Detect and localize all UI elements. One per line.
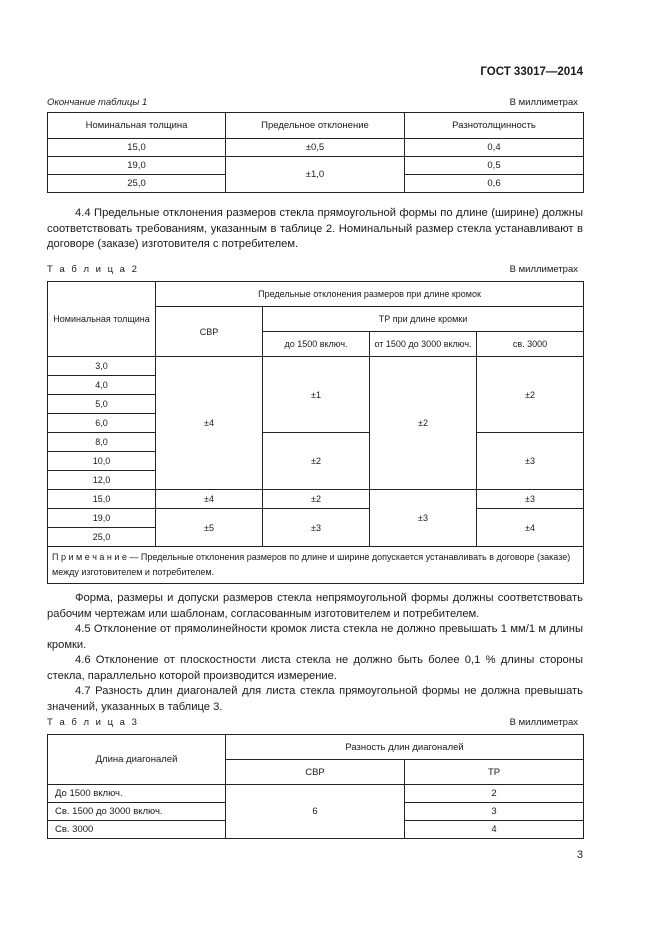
table2-header-tp-upto1500: до 1500 включ. xyxy=(263,332,370,357)
table-row xyxy=(48,433,584,452)
table2-units: В миллиметрах xyxy=(509,264,578,275)
table2-header-svr: СВР xyxy=(156,307,263,357)
table3-tp-cell: 2 xyxy=(405,785,584,803)
table2-thickness-cell: 12,0 xyxy=(48,471,156,490)
table2-tp3-cell: ±3 xyxy=(477,433,584,490)
table2-caption: Т а б л и ц а 2 xyxy=(47,264,139,275)
table2-thickness-cell: 3,0 xyxy=(48,357,156,376)
table2-header-tp-over3000: св. 3000 xyxy=(477,332,584,357)
table1-header-variation: Разнотолщинность xyxy=(405,113,584,139)
table3 xyxy=(47,734,584,839)
table1-variation-cell: 0,4 xyxy=(405,139,584,157)
table1-thickness-cell: 25,0 xyxy=(48,175,226,193)
table2 xyxy=(47,281,584,584)
table3-header-group: Разность длин диагоналей xyxy=(226,735,584,760)
table2-thickness-cell: 10,0 xyxy=(48,452,156,471)
table1-units: В миллиметрах xyxy=(509,97,578,108)
table-row xyxy=(48,157,584,175)
table1-variation-cell: 0,5 xyxy=(405,157,584,175)
table3-units: В миллиметрах xyxy=(509,717,578,728)
paragraph-4-5: 4.5 Отклонение от прямолинейности кромок листа стекла не должно превышать 1 мм/1 м длины кромки. xyxy=(47,623,583,651)
table2-tp1-cell: ±2 xyxy=(263,490,370,509)
table-row xyxy=(48,785,584,803)
table2-tp3-cell: ±2 xyxy=(477,357,584,433)
table2-note: П р и м е ч а н и е — Предельные отклонения размеров по длине и ширине допускается устанавливать в договоре (заказе) между изготовителем и потребителем. xyxy=(48,547,584,584)
table2-header-tp-1500-3000: от 1500 до 3000 включ. xyxy=(370,332,477,357)
table3-svr-cell: 6 xyxy=(226,785,405,839)
table-row xyxy=(48,139,584,157)
table3-header-tp: ТР xyxy=(405,760,584,785)
table1-header-thickness: Номинальная толщина xyxy=(48,113,226,139)
table1-deviation-cell: ±1,0 xyxy=(226,157,405,193)
table3-length-cell: Св. 3000 xyxy=(48,821,226,839)
table2-header-tp: ТР при длине кромки xyxy=(263,307,584,332)
table2-tp1-cell: ±3 xyxy=(263,509,370,547)
table2-thickness-cell: 4,0 xyxy=(48,376,156,395)
table3-length-cell: До 1500 включ. xyxy=(48,785,226,803)
table2-tp2-cell: ±2 xyxy=(370,357,477,490)
table3-caption: Т а б л и ц а 3 xyxy=(47,717,139,728)
table1-thickness-cell: 19,0 xyxy=(48,157,226,175)
table1-deviation-cell: ±0,5 xyxy=(226,139,405,157)
table3-length-cell: Св. 1500 до 3000 включ. xyxy=(48,803,226,821)
document-id: ГОСТ 33017—2014 xyxy=(480,66,583,78)
table2-tp3-cell: ±3 xyxy=(477,490,584,509)
table3-tp-cell: 3 xyxy=(405,803,584,821)
table-row xyxy=(48,357,584,376)
table2-tp2-cell: ±3 xyxy=(370,490,477,547)
table2-thickness-cell: 15,0 xyxy=(48,490,156,509)
table2-tp3-cell: ±4 xyxy=(477,509,584,547)
table2-thickness-cell: 19,0 xyxy=(48,509,156,528)
table-row xyxy=(48,490,584,509)
table1-header-deviation: Предельное отклонение xyxy=(226,113,405,139)
table3-header-svr: СВР xyxy=(226,760,405,785)
table1-caption: Окончание таблицы 1 xyxy=(47,97,148,108)
page-number: 3 xyxy=(576,849,583,861)
table2-header-group: Предельные отклонения размеров при длине кромок xyxy=(156,282,584,307)
paragraph-4-6: 4.6 Отклонение от плоскостности листа стекла не должно быть более 0,1 % длины стороны стекла, параллельно которой производится измерение. xyxy=(47,654,583,682)
table2-thickness-cell: 25,0 xyxy=(48,528,156,547)
table2-svr-cell: ±4 xyxy=(156,490,263,509)
table2-thickness-cell: 8,0 xyxy=(48,433,156,452)
table1 xyxy=(47,112,584,193)
table2-svr-cell: ±4 xyxy=(156,357,263,490)
table1-thickness-cell: 15,0 xyxy=(48,139,226,157)
paragraph-4-4: 4.4 Предельные отклонения размеров стекла прямоугольной формы по длине (ширине) должны соответствовать требованиям, указанным в таблице 2. Номинальный размер стекла устанавливают в договоре (заказе) изготовителя с потребителем. xyxy=(47,207,583,250)
table2-tp1-cell: ±2 xyxy=(263,433,370,490)
table-row xyxy=(48,509,584,528)
table2-thickness-cell: 6,0 xyxy=(48,414,156,433)
table2-header-thickness: Номинальная толщина xyxy=(48,282,156,357)
table2-svr-cell: ±5 xyxy=(156,509,263,547)
table2-tp1-cell: ±1 xyxy=(263,357,370,433)
table3-tp-cell: 4 xyxy=(405,821,584,839)
table1-variation-cell: 0,6 xyxy=(405,175,584,193)
paragraph-4-7: 4.7 Разность длин диагоналей для листа стекла прямоугольной формы не должна превышать значений, указанных в таблице 3. xyxy=(47,685,583,713)
paragraph-form: Форма, размеры и допуски размеров стекла непрямоугольной формы должны соответствовать рабочим чертежам или шаблонам, согласованным изготовителем и потребителем. xyxy=(47,592,583,620)
table3-header-length: Длина диагоналей xyxy=(48,735,226,785)
table2-thickness-cell: 5,0 xyxy=(48,395,156,414)
